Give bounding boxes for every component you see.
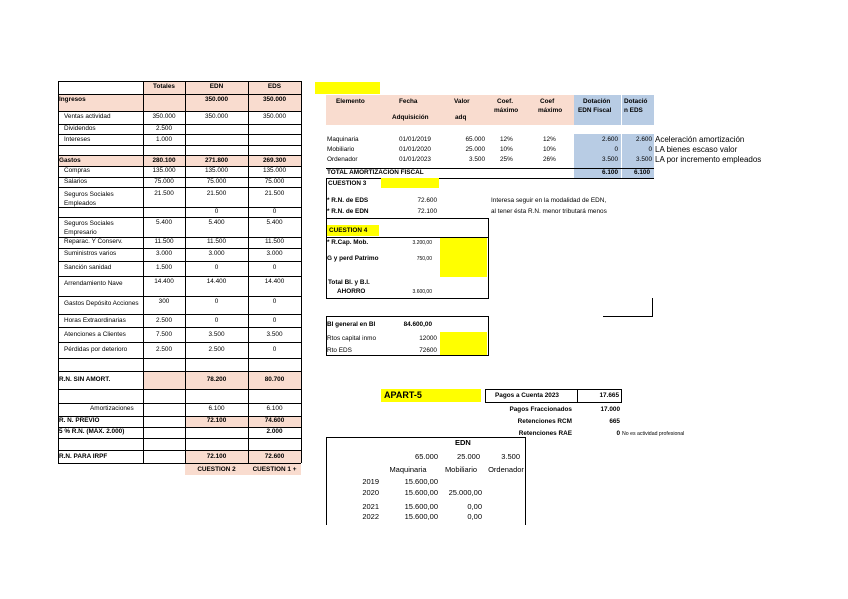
row-edn: 0 <box>214 317 219 324</box>
amort-header-fecha-2: Adquisición <box>392 114 429 121</box>
cuestion3-rn-eds-label: * R.N. de EDS <box>327 197 369 204</box>
row-eds: 80.700 <box>264 376 285 383</box>
row-edn: 3.000 <box>208 250 225 257</box>
row-edn: 2.500 <box>208 346 225 353</box>
amort-header-dot2: Dotació <box>624 98 648 105</box>
amort-total-edn: 6.100 <box>602 169 618 176</box>
amort-coef1: 25% <box>500 156 513 163</box>
row-edn: 5.400 <box>208 219 225 226</box>
row-totales: 1.000 <box>156 136 172 143</box>
amort-fecha: 01/01/2020 <box>399 146 431 153</box>
row-label: Seguros Sociales Empleados <box>64 191 114 207</box>
row-eds: 11.500 <box>264 238 285 245</box>
row-eds: 0 <box>272 298 277 305</box>
row-label: R.N. SIN AMORT. <box>59 376 111 383</box>
row-edn: 14.400 <box>206 278 227 285</box>
row-label: Compras <box>64 167 90 174</box>
row-label: Ventas actividad <box>64 113 111 120</box>
edn-year: 2022 <box>362 512 379 521</box>
row-totales: 280.100 <box>152 157 176 164</box>
amort-header-coef2-2: máximo <box>538 107 563 114</box>
row-eds: 3.500 <box>266 331 283 338</box>
row-label: Ingresos <box>59 96 86 103</box>
cuestion1-label: CUESTION 1 + <box>252 466 297 473</box>
row-label: Suministros varios <box>64 250 117 257</box>
row-edn: 271.800 <box>204 157 229 164</box>
cuestion4-input-highlight <box>440 237 487 277</box>
row-edn: 0 <box>214 208 219 215</box>
bases-highlight <box>440 332 487 355</box>
cuestion3-comment-1: Interesa seguir en la modalidad de EDN, <box>491 197 607 204</box>
amort-valor: 65.000 <box>465 136 485 143</box>
row-label: Reparac. Y Conserv. <box>64 238 123 245</box>
row-edn: 78.200 <box>206 376 227 383</box>
total-bi-value: 3.600,00 <box>412 289 432 295</box>
apart5-note: No es actividad profesional <box>622 431 685 437</box>
gyp-label: G y perd Patrimo <box>327 255 379 262</box>
amort-header-valor: Valor <box>454 98 470 105</box>
row-eds: 0 <box>272 264 277 271</box>
cuestion3-rn-edn-value: 72.100 <box>417 208 437 215</box>
amort-header-elemento: Elemento <box>336 98 365 105</box>
rtos-capital-value: 12000 <box>419 335 437 342</box>
row-label: Amortizaciones <box>90 405 134 412</box>
apart5-value: 17.000 <box>600 406 620 413</box>
row-eds: 2.000 <box>266 428 283 435</box>
cuestion3-title: CUESTION 3 <box>328 180 367 187</box>
row-eds: 0 <box>272 346 277 353</box>
amort-header-coef1-2: máximo <box>494 107 519 114</box>
row-eds: 350.000 <box>262 96 287 103</box>
rtos-capital-label: Rtos capital inmo <box>327 335 377 342</box>
amort-elemento: Maquinaria <box>327 136 359 143</box>
cuestion3-comment-2: al tener ésta R.N. menor tributará menos <box>491 208 607 215</box>
edn-maq: 15.600,00 <box>404 477 438 486</box>
amort-header-coef1: Coef. <box>497 98 513 105</box>
row-eds: 74.600 <box>264 417 285 424</box>
apart5-label: Retenciones RCM <box>517 418 572 425</box>
row-edn: 11.500 <box>206 238 227 245</box>
row-eds: 0 <box>272 317 277 324</box>
total-ahorro-label: AHORRO <box>337 288 366 295</box>
edn-maq: 15.600,00 <box>404 512 438 521</box>
row-totales: 350.000 <box>152 113 176 120</box>
row-edn: 0 <box>214 264 219 271</box>
row-totales: 14.400 <box>154 278 174 285</box>
cuestion3-highlight <box>381 178 439 188</box>
row-totales: 2.500 <box>156 125 172 132</box>
row-totales: 135.000 <box>152 167 176 174</box>
apart5-value: 665 <box>609 418 620 425</box>
row-totales: 11.500 <box>154 238 174 245</box>
edn-maq: 15.600,00 <box>404 502 438 511</box>
row-eds: 0 <box>272 208 277 215</box>
row-totales: 2.500 <box>156 317 172 324</box>
edn-mob: 25.000,00 <box>448 488 482 497</box>
row-totales: 21.500 <box>154 190 174 197</box>
amort-dot1: 0 <box>614 146 618 153</box>
amort-elemento: Mobiliario <box>327 146 355 153</box>
amort-coef2: 10% <box>543 146 556 153</box>
amort-coef2: 26% <box>543 156 556 163</box>
row-edn: 0 <box>214 298 219 305</box>
row-eds: 14.400 <box>264 278 285 285</box>
edn-table-title: EDN <box>455 438 471 447</box>
row-label: Horas Extraordinarias <box>64 317 126 324</box>
amort-elemento: Ordenador <box>327 156 358 163</box>
amort-total-label: TOTAL AMORTIZACIÓN FISCAL <box>327 169 424 176</box>
amort-coef2: 12% <box>543 136 556 143</box>
row-eds: 350.000 <box>262 113 287 120</box>
row-totales: 1.500 <box>156 264 172 271</box>
rto-eds-value: 72600 <box>419 347 437 354</box>
row-eds: 5.400 <box>266 219 283 226</box>
rcap-mob-label: * R.Cap. Mob. <box>327 239 369 246</box>
amort-total-eds: 6.100 <box>634 169 650 176</box>
row-edn: 135.000 <box>204 167 229 174</box>
amort-note: LA bienes escaso valor <box>655 145 738 154</box>
apart5-label: Pagos Fraccionados <box>509 406 572 413</box>
row-totales: 5.400 <box>156 219 172 226</box>
row-label: Seguros Sociales Empresario <box>64 220 114 236</box>
cuestion3-rn-edn-label: * R.N. de EDN <box>327 208 369 215</box>
header-eds: EDS <box>267 83 282 90</box>
edn-col-ordenador: Ordenador <box>488 465 524 474</box>
row-eds: 6.100 <box>266 405 283 412</box>
rto-eds-label: Rto EDS <box>327 347 352 354</box>
row-edn: 6.100 <box>208 405 225 412</box>
amort-header-dot1: Dotación <box>583 98 611 105</box>
row-eds: 21.500 <box>264 190 285 197</box>
edn-maq: 15.600,00 <box>404 488 438 497</box>
row-label: Sanción sanidad <box>64 264 112 271</box>
row-edn: 75.000 <box>206 178 227 185</box>
amort-note: LA por incremento empleados <box>655 155 762 164</box>
row-label: Gastos <box>59 157 81 164</box>
row-label: Pérdidas por deterioro <box>64 346 128 353</box>
apart5-title: APART-5 <box>384 390 422 400</box>
row-eds: 269.300 <box>262 157 287 164</box>
row-eds: 3.000 <box>266 250 283 257</box>
row-label: Dividendos <box>64 125 96 132</box>
row-eds: 75.000 <box>264 178 285 185</box>
pagos-cuenta-label: Pagos a Cuenta 2023 <box>495 392 559 399</box>
amort-dot2: 2.600 <box>636 136 652 143</box>
row-edn: 21.500 <box>206 190 227 197</box>
amort-coef1: 12% <box>500 136 513 143</box>
row-totales: 75.000 <box>154 178 174 185</box>
row-label: Atenciones a Clientes <box>64 331 126 338</box>
header-edn: EDN <box>209 83 224 90</box>
amort-note: Aceleración amortización <box>655 135 745 144</box>
row-label: R.N. PARA IRPF <box>59 453 108 460</box>
amort-header-fecha: Fecha <box>399 98 418 105</box>
amort-dot2: 0 <box>648 146 652 153</box>
gyp-value: 750,00 <box>416 256 432 262</box>
row-label: 5 % R.N. (MÁX. 2.000) <box>59 428 125 435</box>
bi-general-value: 84.600,00 <box>403 321 432 328</box>
row-label: R. N. PREVIO <box>59 417 100 424</box>
amort-header-coef2: Coef <box>540 98 555 105</box>
row-edn: 72.100 <box>206 453 227 460</box>
cuestion2-label: CUESTION 2 <box>197 466 236 473</box>
amort-valor: 3.500 <box>469 156 485 163</box>
bi-general-label: BI general en BI <box>327 321 376 328</box>
row-totales: 2.500 <box>156 346 172 353</box>
row-totales: 3.000 <box>156 250 172 257</box>
amort-dot1: 2.600 <box>602 136 618 143</box>
cuestion3-rn-eds-value: 72.600 <box>417 197 437 204</box>
row-edn: 350.000 <box>204 96 229 103</box>
apart5-label: Retenciones RAE <box>518 430 572 437</box>
amort-dot1: 3.500 <box>602 156 618 163</box>
row-totales: 300 <box>158 298 170 305</box>
edn-year: 2019 <box>362 477 379 486</box>
row-edn: 350.000 <box>204 113 229 120</box>
edn-mob: 0,00 <box>467 502 482 511</box>
row-label: Intereses <box>64 136 91 143</box>
yellow-marker <box>315 82 380 94</box>
row-edn: 72.100 <box>206 417 227 424</box>
amort-fecha: 01/01/2023 <box>399 156 431 163</box>
row-eds: 72.600 <box>264 453 285 460</box>
edn-mob: 0,00 <box>467 512 482 521</box>
edn-value-mob: 25.000 <box>457 452 480 461</box>
row-edn: 3.500 <box>208 331 225 338</box>
apart5-value: 0 <box>616 430 620 437</box>
total-bi-label: Total BI. y B.I. <box>328 279 370 286</box>
amort-header-dot2-2: n EDS <box>624 107 643 114</box>
row-eds: 135.000 <box>262 167 287 174</box>
amort-fecha: 01/01/2019 <box>399 136 431 143</box>
edn-col-mobiliario: Mobiliario <box>444 465 478 474</box>
edn-year: 2020 <box>362 488 379 497</box>
edn-value-ord: 3.500 <box>501 452 520 461</box>
row-label: Salarios <box>64 178 88 185</box>
row-label: Arrendamiento Nave <box>64 280 123 287</box>
rcap-mob-value: 3.200,00 <box>412 240 432 246</box>
amort-header-valor-2: adq <box>455 114 467 121</box>
edn-year: 2021 <box>362 502 379 511</box>
cuestion4-title: CUESTION 4 <box>329 227 368 234</box>
amort-coef1: 10% <box>500 146 513 153</box>
amort-valor: 25.000 <box>465 146 485 153</box>
row-label: Gastos Depósito Acciones <box>64 300 139 307</box>
edn-value-maq: 65.000 <box>415 452 438 461</box>
header-totales: Totales <box>153 83 175 90</box>
amort-dot2: 3.500 <box>636 156 652 163</box>
amort-header-dot1-2: EDN Fiscal <box>578 107 612 114</box>
edn-col-maquinaria: Maquinaria <box>389 465 427 474</box>
row-totales: 7.500 <box>156 331 172 338</box>
pagos-cuenta-value: 17.665 <box>599 392 619 399</box>
